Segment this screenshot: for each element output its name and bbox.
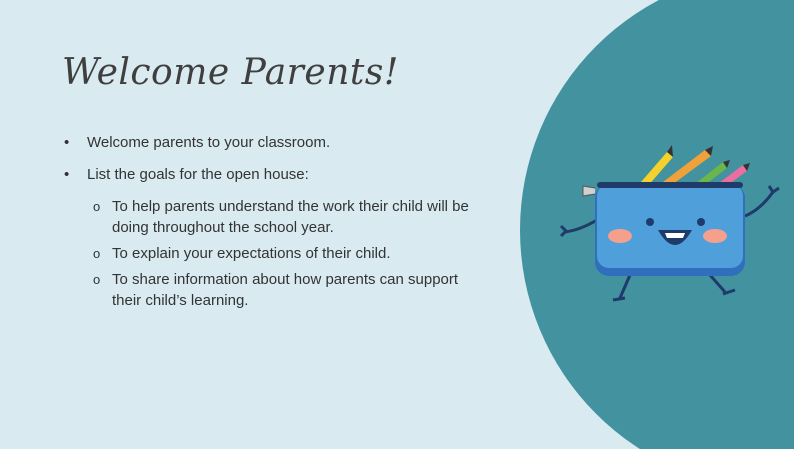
bullet-list — [62, 132, 482, 316]
sub-bullet-text: To help parents understand the work their child will be doing throughout the school year. — [112, 198, 469, 236]
bullet-item — [62, 132, 482, 153]
sub-bullet-marker: o — [93, 246, 101, 261]
sub-bullet-text: To share information about how parents can support their child’s learning. — [112, 271, 459, 309]
bullet-marker: • — [64, 134, 70, 151]
sub-bullet-marker: o — [93, 272, 101, 287]
bullet-item — [62, 164, 482, 185]
sub-bullet-text: To explain your expectations of their child. — [112, 245, 391, 262]
sub-bullet-marker: o — [93, 199, 101, 214]
bullet-text: Welcome parents to your classroom. — [87, 134, 331, 151]
sub-bullet-item — [62, 196, 482, 238]
slide-title: Welcome Parents! — [62, 52, 399, 93]
sub-bullet-item — [62, 269, 482, 311]
sub-bullet-item — [62, 243, 482, 264]
bullet-text: List the goals for the open house: — [87, 166, 309, 183]
pencil-case-mascot-icon — [555, 140, 785, 310]
bullet-marker: • — [64, 166, 70, 183]
